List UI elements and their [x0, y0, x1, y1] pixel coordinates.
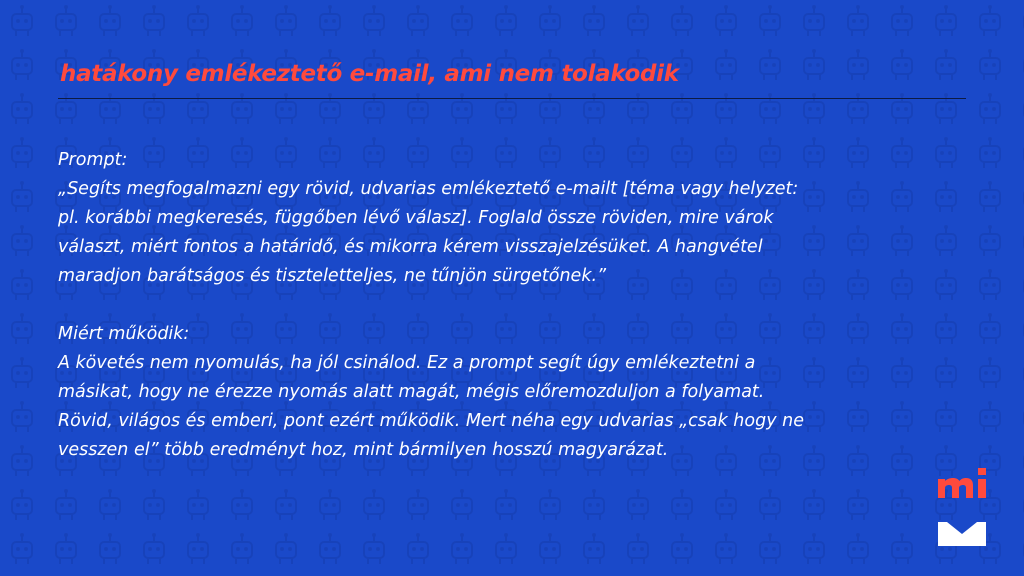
- prompt-line: „Segíts megfogalmazni egy rövid, udvarias emlékeztető e-mailt [téma vagy helyzet:: [58, 179, 799, 199]
- prompt-line: pl. korábbi megkeresés, függőben lévő válasz]. Foglald össze röviden, mire várok: [58, 208, 774, 228]
- mi-logo-icon: [934, 468, 994, 548]
- slide-body: [58, 146, 970, 465]
- prompt-line: maradjon barátságos és tiszteletteljes, ne tűnjön sürgetőnek.”: [58, 266, 607, 286]
- slide-title: hatákony emlékeztető e-mail, ami nem tolakodik: [60, 61, 679, 87]
- title-divider: [58, 98, 966, 99]
- paragraph-gap: [58, 291, 970, 320]
- why-heading: Miért működik:: [58, 324, 190, 344]
- why-line: A követés nem nyomulás, ha jól csinálod. Ez a prompt segít úgy emlékeztetni a: [58, 353, 756, 373]
- prompt-heading: Prompt:: [58, 150, 128, 170]
- why-line: Rövid, világos és emberi, pont ezért működik. Mert néha egy udvarias „csak hogy ne: [58, 411, 804, 431]
- why-line: másikat, hogy ne érezze nyomás alatt magát, mégis előremozduljon a folyamat.: [58, 382, 765, 402]
- why-line: vesszen el” több eredményt hoz, mint bármilyen hosszú magyarázat.: [58, 440, 669, 460]
- prompt-line: választ, miért fontos a határidő, és mikorra kérem visszajelzésüket. A hangvétel: [58, 237, 763, 257]
